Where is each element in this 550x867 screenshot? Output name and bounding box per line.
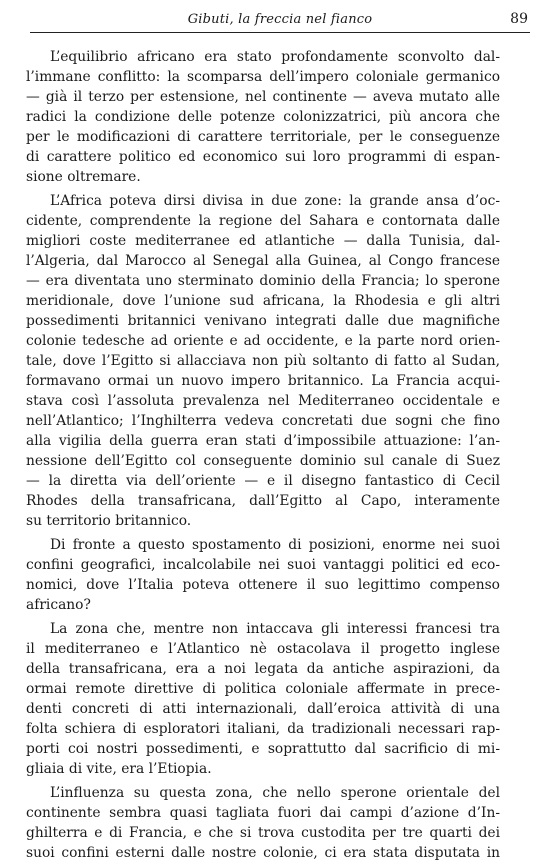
text-line: tale, dove l’Egitto si allacciava non più soltanto di fatto al Sudan, (26, 353, 500, 369)
text-line: denti concreti di atti internazionali, dall’eroica attività di una (26, 701, 500, 717)
running-title: Gibuti, la freccia nel fianco (187, 12, 373, 27)
text-line: radici la condizione delle potenze colonizzatrici, più ancora che (26, 109, 500, 125)
text-line: cidente, comprendente la regione del Sahara e contornata dalle (26, 213, 500, 229)
text-line: continente sembra quasi tagliata fuori dai campi d’azione d’In- (26, 805, 500, 821)
text-line: porti coi nostri possedimenti, e soprattutto dal sacrificio di mi- (26, 741, 500, 757)
text-line: L’influenza su questa zona, che nello sperone orientale del (50, 785, 500, 801)
text-line: per le modificazioni di carattere territoriale, per le conseguenze (26, 129, 500, 145)
text-line: colonie tedesche ad oriente e ad occidente, e la parte nord orien- (26, 333, 500, 349)
text-line: sione oltremare. (26, 169, 141, 185)
text-line: ormai remote direttive di politica coloniale affermate in prece- (26, 681, 500, 697)
text-line: suoi confini esterni dalle nostre colonie, ci era stata disputata in (26, 845, 500, 861)
text-line: possedimenti britannici venivano integrati dalle due magnifiche (26, 313, 500, 329)
paragraph (26, 47, 500, 187)
text-line: nell’Atlantico; l’Inghilterra vedeva concretati due sogni che fino (26, 413, 500, 429)
text-line: — già il terzo per estensione, nel continente — aveva mutato alle (26, 89, 500, 105)
text-line: Di fronte a questo spostamento di posizioni, enorme nei suoi (50, 537, 500, 553)
text-line: gliaia di vite, era l’Etiopia. (26, 761, 212, 777)
text-line: africano? (26, 597, 91, 613)
text-line: folta schiera di esploratori italiani, da tradizionali necessari rap- (26, 721, 500, 737)
text-line: l’immane conflitto: la scomparsa dell’impero coloniale germanico (26, 69, 500, 85)
page-number: 89 (510, 11, 528, 27)
text-line: L’Africa poteva dirsi divisa in due zone: la grande ansa d’oc- (50, 193, 500, 209)
text-line: il mediterraneo e l’Atlantico nè ostacolava il progetto inglese (26, 641, 500, 657)
text-line: La zona che, mentre non intaccava gli interessi francesi tra (50, 621, 500, 637)
text-line: L’equilibrio africano era stato profondamente sconvolto dal- (50, 49, 500, 65)
text-line: meridionale, dove l’unione sud africana, la Rhodesia e gli altri (26, 293, 500, 309)
text-line: — la diretta via dell’oriente — e il disegno fantastico di Cecil (26, 473, 500, 489)
text-line: della transafricana, era a noi legata da antiche aspirazioni, da (26, 661, 500, 677)
text-line: nomici, dove l’Italia poteva ottenere il suo legittimo compenso (26, 577, 500, 593)
text-line: su territorio britannico. (26, 513, 192, 529)
paragraph (26, 783, 500, 863)
text-line: formavano ormai un nuovo impero britannico. La Francia acqui- (26, 373, 500, 389)
paragraph (26, 619, 500, 779)
text-line: l’Algeria, dal Marocco al Senegal alla Guinea, al Congo francese (26, 253, 500, 269)
paragraph (26, 535, 500, 615)
text-line: migliori coste mediterranee ed atlantiche — dalla Tunisia, dal- (26, 233, 500, 249)
page-header (30, 8, 530, 34)
paragraph (26, 191, 500, 531)
text-line: Rhodes della transafricana, dall’Egitto al Capo, interamente (26, 493, 500, 509)
text-line: di carattere politico ed economico sui loro programmi di espan- (26, 149, 500, 165)
body-text (26, 47, 500, 867)
text-line: stava così l’assoluta prevalenza nel Mediterraneo occidentale e (26, 393, 500, 409)
text-line: — era diventata uno sterminato dominio della Francia; lo sperone (26, 273, 500, 289)
text-line: ghilterra e di Francia, e che si trova custodita per tre quarti dei (26, 825, 500, 841)
header-rule (30, 32, 530, 33)
text-line: nessione dell’Egitto col conseguente dominio sul canale di Suez (26, 453, 500, 469)
text-line: alla vigilia della guerra eran stati d’impossibile attuazione: l’an- (26, 433, 500, 449)
text-line: confini geografici, incalcolabile nei suoi vantaggi politici ed eco- (26, 557, 500, 573)
